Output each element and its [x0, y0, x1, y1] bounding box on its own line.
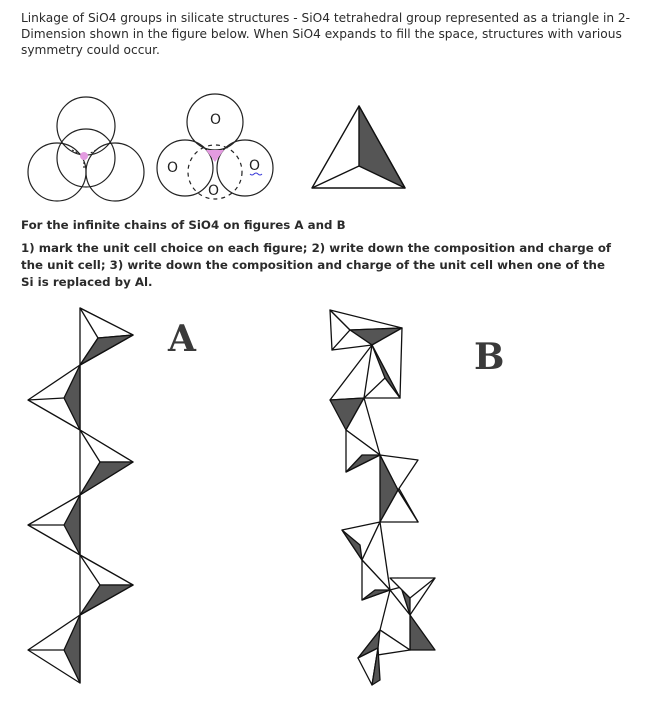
sphere-model-exploded: [157, 94, 273, 199]
oxygen-label-top: O: [210, 112, 222, 128]
oxygen-sphere-top: [57, 97, 115, 155]
tetra-b-9: [410, 615, 435, 650]
oxygen-label-bottom: O: [208, 183, 220, 199]
oxygen-sphere-left: [157, 140, 213, 196]
tetrahedron-triangle: [312, 106, 405, 188]
oxygen-sphere-left: [28, 143, 86, 201]
question-body: 1) mark the unit cell choice on each figure; 2) write down the composition and charge of the unit cell; 3) write down the composition and charge of the unit cell when one of the Si is replaced by Al.: [21, 241, 612, 289]
chain-figure-b: [330, 310, 435, 685]
chain-figure-a: [28, 308, 133, 683]
intro-paragraph: Linkage of SiO4 groups in silicate structures - SiO4 tetrahedral group represented as a triangle in 2-Dimension shown in the figure below. When SiO4 expands to fill the space, structures with various symmetry could occur.: [21, 11, 631, 58]
oxygen-label-right: O: [249, 158, 261, 174]
sphere-model-close-packed: [28, 97, 144, 201]
oxygen-sphere-right: [217, 140, 273, 196]
figure-b-label: B: [474, 336, 505, 378]
question-title: For the infinite chains of SiO4 on figures A and B: [21, 218, 346, 232]
oxygen-label-left: O: [167, 160, 179, 176]
tetra-b-3: [330, 345, 372, 400]
silicon-atom: [80, 152, 88, 160]
figure-a-label: A: [168, 318, 196, 360]
oxygen-sphere-right: [86, 143, 144, 201]
silicon-atom: [206, 150, 224, 162]
